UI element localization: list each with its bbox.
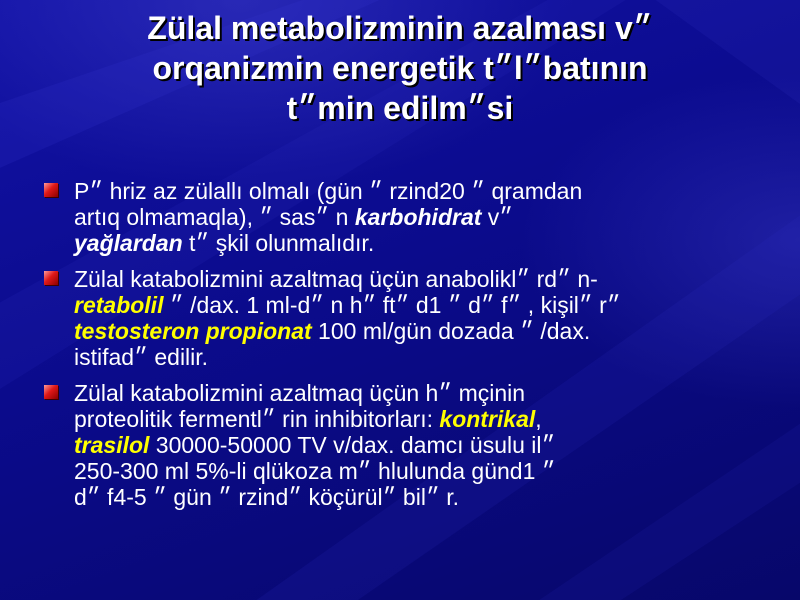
bullet-list [40,178,780,520]
bullet-line [74,266,780,292]
title-line: t״min edilm״si [286,90,514,126]
emphasized-term: retabolil [74,292,164,318]
bullet-text: 30000-50000 TV v/dax. damcı üsulu il״ [149,432,556,458]
bullet-text: Zülal katabolizmini azaltmaq üçün anabolikl״ rd״ n- [74,266,598,292]
bullet-text: t״ şkil olunmalıdır. [182,230,375,256]
bullet-line [74,406,780,432]
bullet-line [74,484,780,510]
red-square-bullet-icon [44,385,58,399]
bullet-line [74,230,780,256]
red-square-bullet-icon [44,271,58,285]
bullet-line [74,292,780,318]
bullet-item [40,380,780,510]
bullet-line [74,344,780,370]
emphasized-term: testosteron propionat [74,318,312,344]
bullet-line [74,204,780,230]
bullet-text: ״ /dax. 1 ml-d״ n h״ ft״ d״ 1 d״ f״ , kişil״ r״ [163,292,621,318]
bullet-line [74,178,780,204]
emphasized-term: kontrikal [439,406,536,432]
title-line: orqanizmin energetik t״l״batının [152,50,648,86]
bullet-text: proteolitik fermentl״ rin inhibitorları: [74,406,440,432]
slide-title [40,8,760,128]
bullet-item [40,178,780,256]
bullet-text: 250-300 ml 5%-li qlükoza m״ hlulunda günd״ 1 [74,458,556,484]
red-square-bullet-icon [44,183,58,197]
bullet-text: Zülal katabolizmini azaltmaq üçün h״ mçinin [74,380,526,406]
bullet-line [74,458,780,484]
emphasized-term: trasilol [74,432,150,458]
bullet-text: v״ [481,204,514,230]
bullet-text: artıq olmamaqla), ״ sas״ n [74,204,355,230]
bullet-text: d״ f״ 4-5 gün ״ rzind״ köçürül״ bil״ r. [74,484,459,510]
bullet-text: , [535,406,542,432]
bullet-item [40,266,780,370]
emphasized-term: karbohidrat [354,204,482,230]
bullet-text: istifad״ edilir. [74,344,209,370]
bullet-line [74,432,780,458]
bullet-text: P״ hriz az zülallı olmalı (gün ״ rzind״ 20 qramdan [74,178,583,204]
bullet-line [74,318,780,344]
bullet-line [74,380,780,406]
title-line: Zülal metabolizminin azalması v״ [147,10,653,46]
emphasized-term: yağlardan [74,230,183,256]
bullet-text: 100 ml/gün dozada ״ /dax. [311,318,591,344]
